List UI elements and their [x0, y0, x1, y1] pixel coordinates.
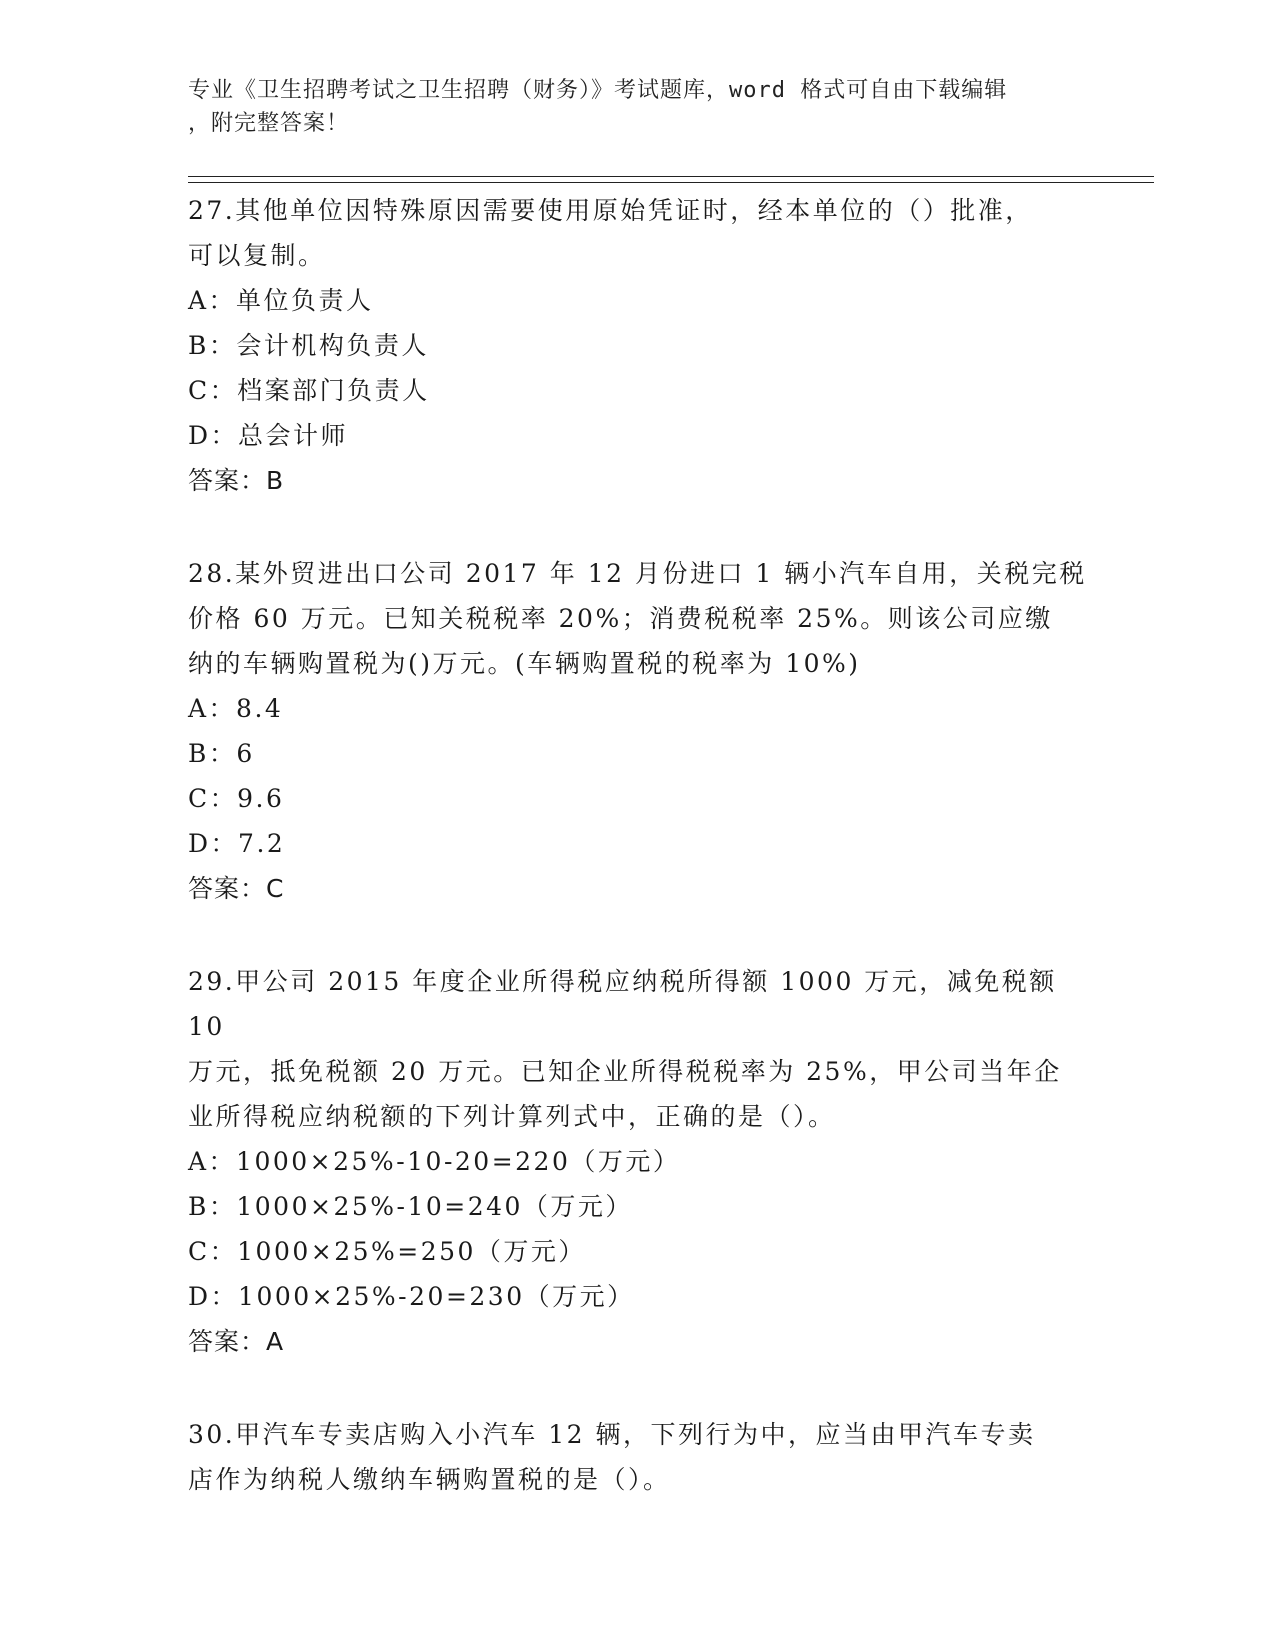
answer-line: 答案：C [188, 874, 285, 903]
question-29 [188, 959, 1088, 1364]
header-divider-bottom [188, 182, 1154, 183]
option-c: C：1000×25%=250（万元） [188, 1237, 586, 1266]
option-d: D：1000×25%-20=230（万元） [188, 1282, 635, 1311]
header-divider-top [188, 176, 1154, 177]
answer-line: 答案：A [188, 1327, 285, 1356]
question-list [188, 188, 1088, 1550]
question-text-line: 28.某外贸进出口公司 2017 年 12 月份进口 1 辆小汽车自用，关税完税 [188, 559, 1087, 588]
option-c: C：档案部门负责人 [188, 376, 430, 405]
question-text-line: 纳的车辆购置税为()万元。(车辆购置税的税率为 10%) [188, 649, 861, 678]
option-a: A：单位负责人 [188, 286, 374, 315]
option-d: D：7.2 [188, 829, 286, 858]
question-text-line: 业所得税应纳税额的下列计算列式中，正确的是（）。 [188, 1102, 836, 1131]
document-header [188, 74, 1068, 140]
question-28 [188, 551, 1088, 911]
option-d: D：总会计师 [188, 421, 349, 450]
option-c: C：9.6 [188, 784, 285, 813]
option-b: B：6 [188, 739, 255, 768]
option-a: A：8.4 [188, 694, 284, 723]
answer-line: 答案：B [188, 466, 285, 495]
question-text-line: 万元，抵免税额 20 万元。已知企业所得税税率为 25%，甲公司当年企 [188, 1057, 1062, 1086]
option-a: A：1000×25%-10-20=220（万元） [188, 1147, 681, 1176]
question-text-line: 价格 60 万元。已知关税税率 20%；消费税税率 25%。则该公司应缴 [188, 604, 1053, 633]
question-text-line: 30.甲汽车专卖店购入小汽车 12 辆，下列行为中，应当由甲汽车专卖 [188, 1420, 1036, 1449]
question-text-line: 27.其他单位因特殊原因需要使用原始凭证时，经本单位的（）批准， [188, 196, 1033, 225]
question-30 [188, 1412, 1088, 1502]
question-text-line: 可以复制。 [188, 241, 326, 270]
header-line-2: ，附完整答案！ [188, 111, 350, 136]
question-27 [188, 188, 1088, 503]
question-text-line: 29.甲公司 2015 年度企业所得税应纳税所得额 1000 万元，减免税额 10 [188, 967, 1057, 1041]
question-text-line: 店作为纳税人缴纳车辆购置税的是（）。 [188, 1465, 671, 1494]
header-line-1: 专业《卫生招聘考试之卫生招聘（财务）》考试题库，word 格式可自由下载编辑 [188, 78, 1008, 103]
option-b: B：会计机构负责人 [188, 331, 429, 360]
option-b: B：1000×25%-10=240（万元） [188, 1192, 633, 1221]
